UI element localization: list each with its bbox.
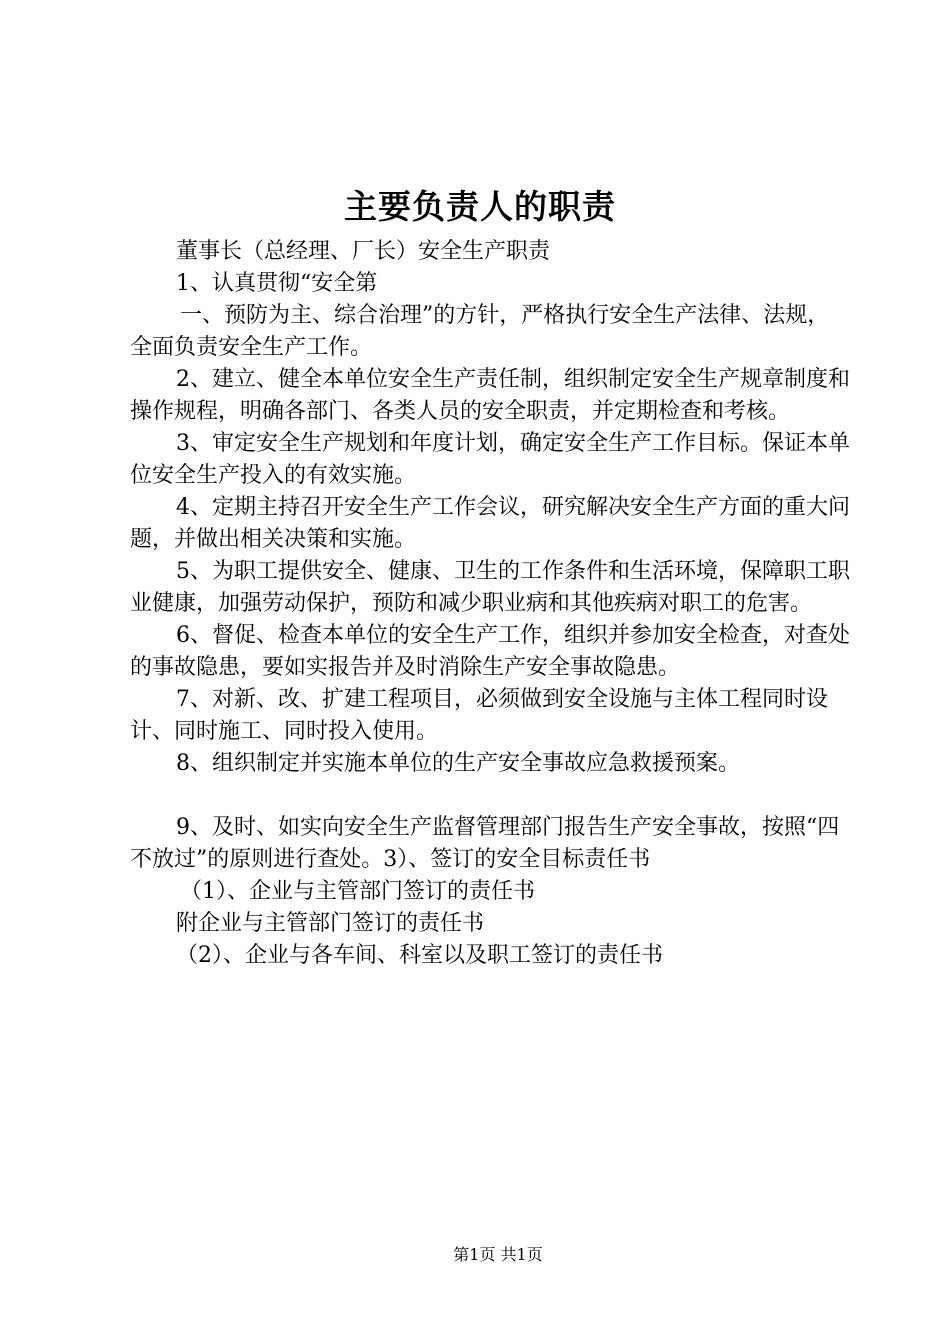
paragraph-1: 1、认真贯彻“安全第	[176, 271, 378, 296]
paragraph-5: 5、为职工提供安全、健康、卫生的工作条件和生活环境，保障职工职业健康，加强劳动保护，预防和减少职业病和其他疾病对职工的危害。	[130, 559, 850, 616]
paragraph-1-cont: 一、预防为主、综合治理”的方针，严格执行安全生产法律、法规，全面负责安全生产工作。	[130, 303, 830, 360]
paragraph-7: 7、对新、改、扩建工程项目，必须做到安全设施与主体工程同时设计、同时施工、同时投入使用。	[130, 687, 828, 744]
paragraph-heading: 董事长（总经理、厂长）安全生产职责	[176, 239, 551, 264]
document-body	[130, 236, 850, 972]
paragraph-2: 2、建立、健全本单位安全生产责任制，组织制定安全生产规章制度和操作规程，明确各部门、各类人员的安全职责，并定期检查和考核。	[130, 367, 850, 424]
responsibility-attachment: 附企业与主管部门签订的责任书	[176, 911, 485, 936]
paragraph-3: 3、审定安全生产规划和年度计划，确定安全生产工作目标。保证本单位安全生产投入的有效实施。	[130, 431, 850, 488]
paragraph-6: 6、督促、检查本单位的安全生产工作，组织并参加安全检查，对查处的事故隐患，要如实报告并及时消除生产安全事故隐患。	[130, 623, 850, 680]
document-title: 主要负责人的职责	[344, 187, 616, 226]
paragraph-9: 9、及时、如实向安全生产监督管理部门报告生产安全事故，按照“四不放过”的原则进行查处。3）、签订的安全目标责任书	[130, 815, 840, 872]
blank-line	[130, 780, 850, 812]
responsibility-item-2: （2）、企业与各车间、科室以及职工签订的责任书	[176, 943, 663, 968]
paragraph-8: 8、组织制定并实施本单位的生产安全事故应急救援预案。	[176, 751, 740, 776]
responsibility-item-1: （1）、企业与主管部门签订的责任书	[180, 879, 535, 904]
paragraph-4: 4、定期主持召开安全生产工作会议，研究解决安全生产方面的重大问题，并做出相关决策和实施。	[130, 495, 850, 552]
page-footer: 第1页 共1页	[453, 1245, 543, 1264]
